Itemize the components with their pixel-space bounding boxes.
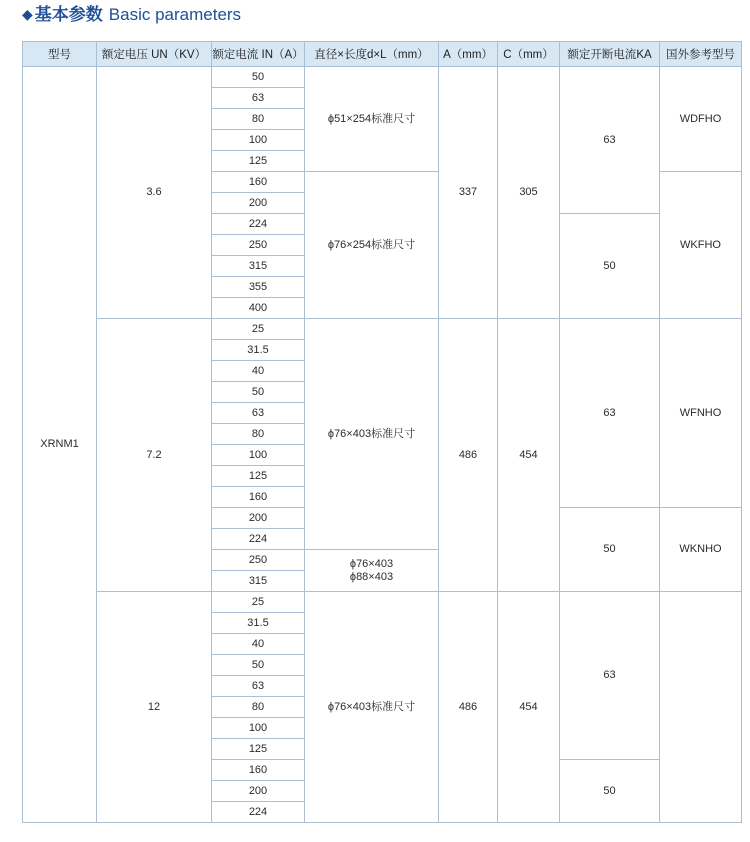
rated-current-cell: 224 (212, 214, 305, 235)
rated-current-cell: 224 (212, 529, 305, 550)
rated-current-cell: 200 (212, 193, 305, 214)
rated-current-cell: 100 (212, 718, 305, 739)
table-body (23, 67, 742, 823)
rated-current-cell: 200 (212, 508, 305, 529)
rated-current-cell: 100 (212, 130, 305, 151)
foreign-reference-model-cell: WDFHO (660, 67, 742, 172)
rated-current-cell: 50 (212, 382, 305, 403)
dimension-c-cell: 454 (498, 319, 560, 592)
rated-current-cell: 80 (212, 424, 305, 445)
breaking-current-cell: 50 (560, 214, 660, 319)
foreign-reference-model-cell: WKNHO (660, 508, 742, 592)
table-header (23, 42, 742, 67)
rated-current-cell: 31.5 (212, 613, 305, 634)
rated-current-cell: 160 (212, 760, 305, 781)
basic-parameters-table (22, 41, 742, 823)
rated-voltage-cell: 3.6 (97, 67, 212, 319)
rated-current-cell: 224 (212, 802, 305, 823)
dimension-cell: ϕ76×254标准尺寸 (305, 172, 439, 319)
header-dimension-c: C（mm） (498, 42, 560, 67)
rated-current-cell: 40 (212, 634, 305, 655)
header-rated-current: 额定电流 IN（A） (212, 42, 305, 67)
rated-current-cell: 31.5 (212, 340, 305, 361)
table-row (23, 67, 742, 88)
dimension-cell: ϕ76×403 ϕ88×403 (305, 550, 439, 592)
rated-current-cell: 80 (212, 697, 305, 718)
rated-current-cell: 80 (212, 109, 305, 130)
rated-current-cell: 125 (212, 739, 305, 760)
rated-current-cell: 250 (212, 235, 305, 256)
rated-current-cell: 125 (212, 466, 305, 487)
rated-current-cell: 25 (212, 319, 305, 340)
rated-current-cell: 25 (212, 592, 305, 613)
dimension-a-cell: 486 (439, 319, 498, 592)
rated-current-cell: 160 (212, 487, 305, 508)
dimension-cell: ϕ76×403标准尺寸 (305, 592, 439, 823)
rated-current-cell: 200 (212, 781, 305, 802)
rated-current-cell: 100 (212, 445, 305, 466)
table-row (23, 592, 742, 613)
foreign-reference-model-cell (660, 592, 742, 823)
rated-current-cell: 160 (212, 172, 305, 193)
rated-current-cell: 63 (212, 403, 305, 424)
rated-voltage-cell: 7.2 (97, 319, 212, 592)
section-title (22, 3, 241, 27)
rated-current-cell: 355 (212, 277, 305, 298)
header-rated-voltage: 额定电压 UN（KV） (97, 42, 212, 67)
header-dimension-a: A（mm） (439, 42, 498, 67)
dimension-cell: ϕ51×254标准尺寸 (305, 67, 439, 172)
dimension-c-cell: 305 (498, 67, 560, 319)
foreign-reference-model-cell: WFNHO (660, 319, 742, 508)
section-title-en: Basic parameters (108, 5, 242, 24)
header-foreign-reference-model: 国外参考型号 (660, 42, 742, 67)
rated-current-cell: 315 (212, 571, 305, 592)
section-title-zh: 基本参数 (34, 5, 103, 24)
rated-current-cell: 250 (212, 550, 305, 571)
table-row (23, 319, 742, 340)
rated-current-cell: 63 (212, 88, 305, 109)
rated-current-cell: 63 (212, 676, 305, 697)
breaking-current-cell: 63 (560, 67, 660, 214)
header-breaking-current: 额定开断电流KA (560, 42, 660, 67)
dimension-a-cell: 486 (439, 592, 498, 823)
rated-current-cell: 315 (212, 256, 305, 277)
breaking-current-cell: 50 (560, 508, 660, 592)
breaking-current-cell: 50 (560, 760, 660, 823)
foreign-reference-model-cell: WKFHO (660, 172, 742, 319)
header-model: 型号 (23, 42, 97, 67)
header-row (23, 42, 742, 67)
rated-voltage-cell: 12 (97, 592, 212, 823)
diamond-icon: ◆ (22, 7, 33, 23)
rated-current-cell: 40 (212, 361, 305, 382)
dimension-c-cell: 454 (498, 592, 560, 823)
rated-current-cell: 400 (212, 298, 305, 319)
rated-current-cell: 50 (212, 67, 305, 88)
header-dimension: 直径×长度d×L（mm） (305, 42, 439, 67)
dimension-a-cell: 337 (439, 67, 498, 319)
breaking-current-cell: 63 (560, 592, 660, 760)
rated-current-cell: 50 (212, 655, 305, 676)
model-cell: XRNM1 (23, 67, 97, 823)
dimension-cell: ϕ76×403标准尺寸 (305, 319, 439, 550)
rated-current-cell: 125 (212, 151, 305, 172)
breaking-current-cell: 63 (560, 319, 660, 508)
